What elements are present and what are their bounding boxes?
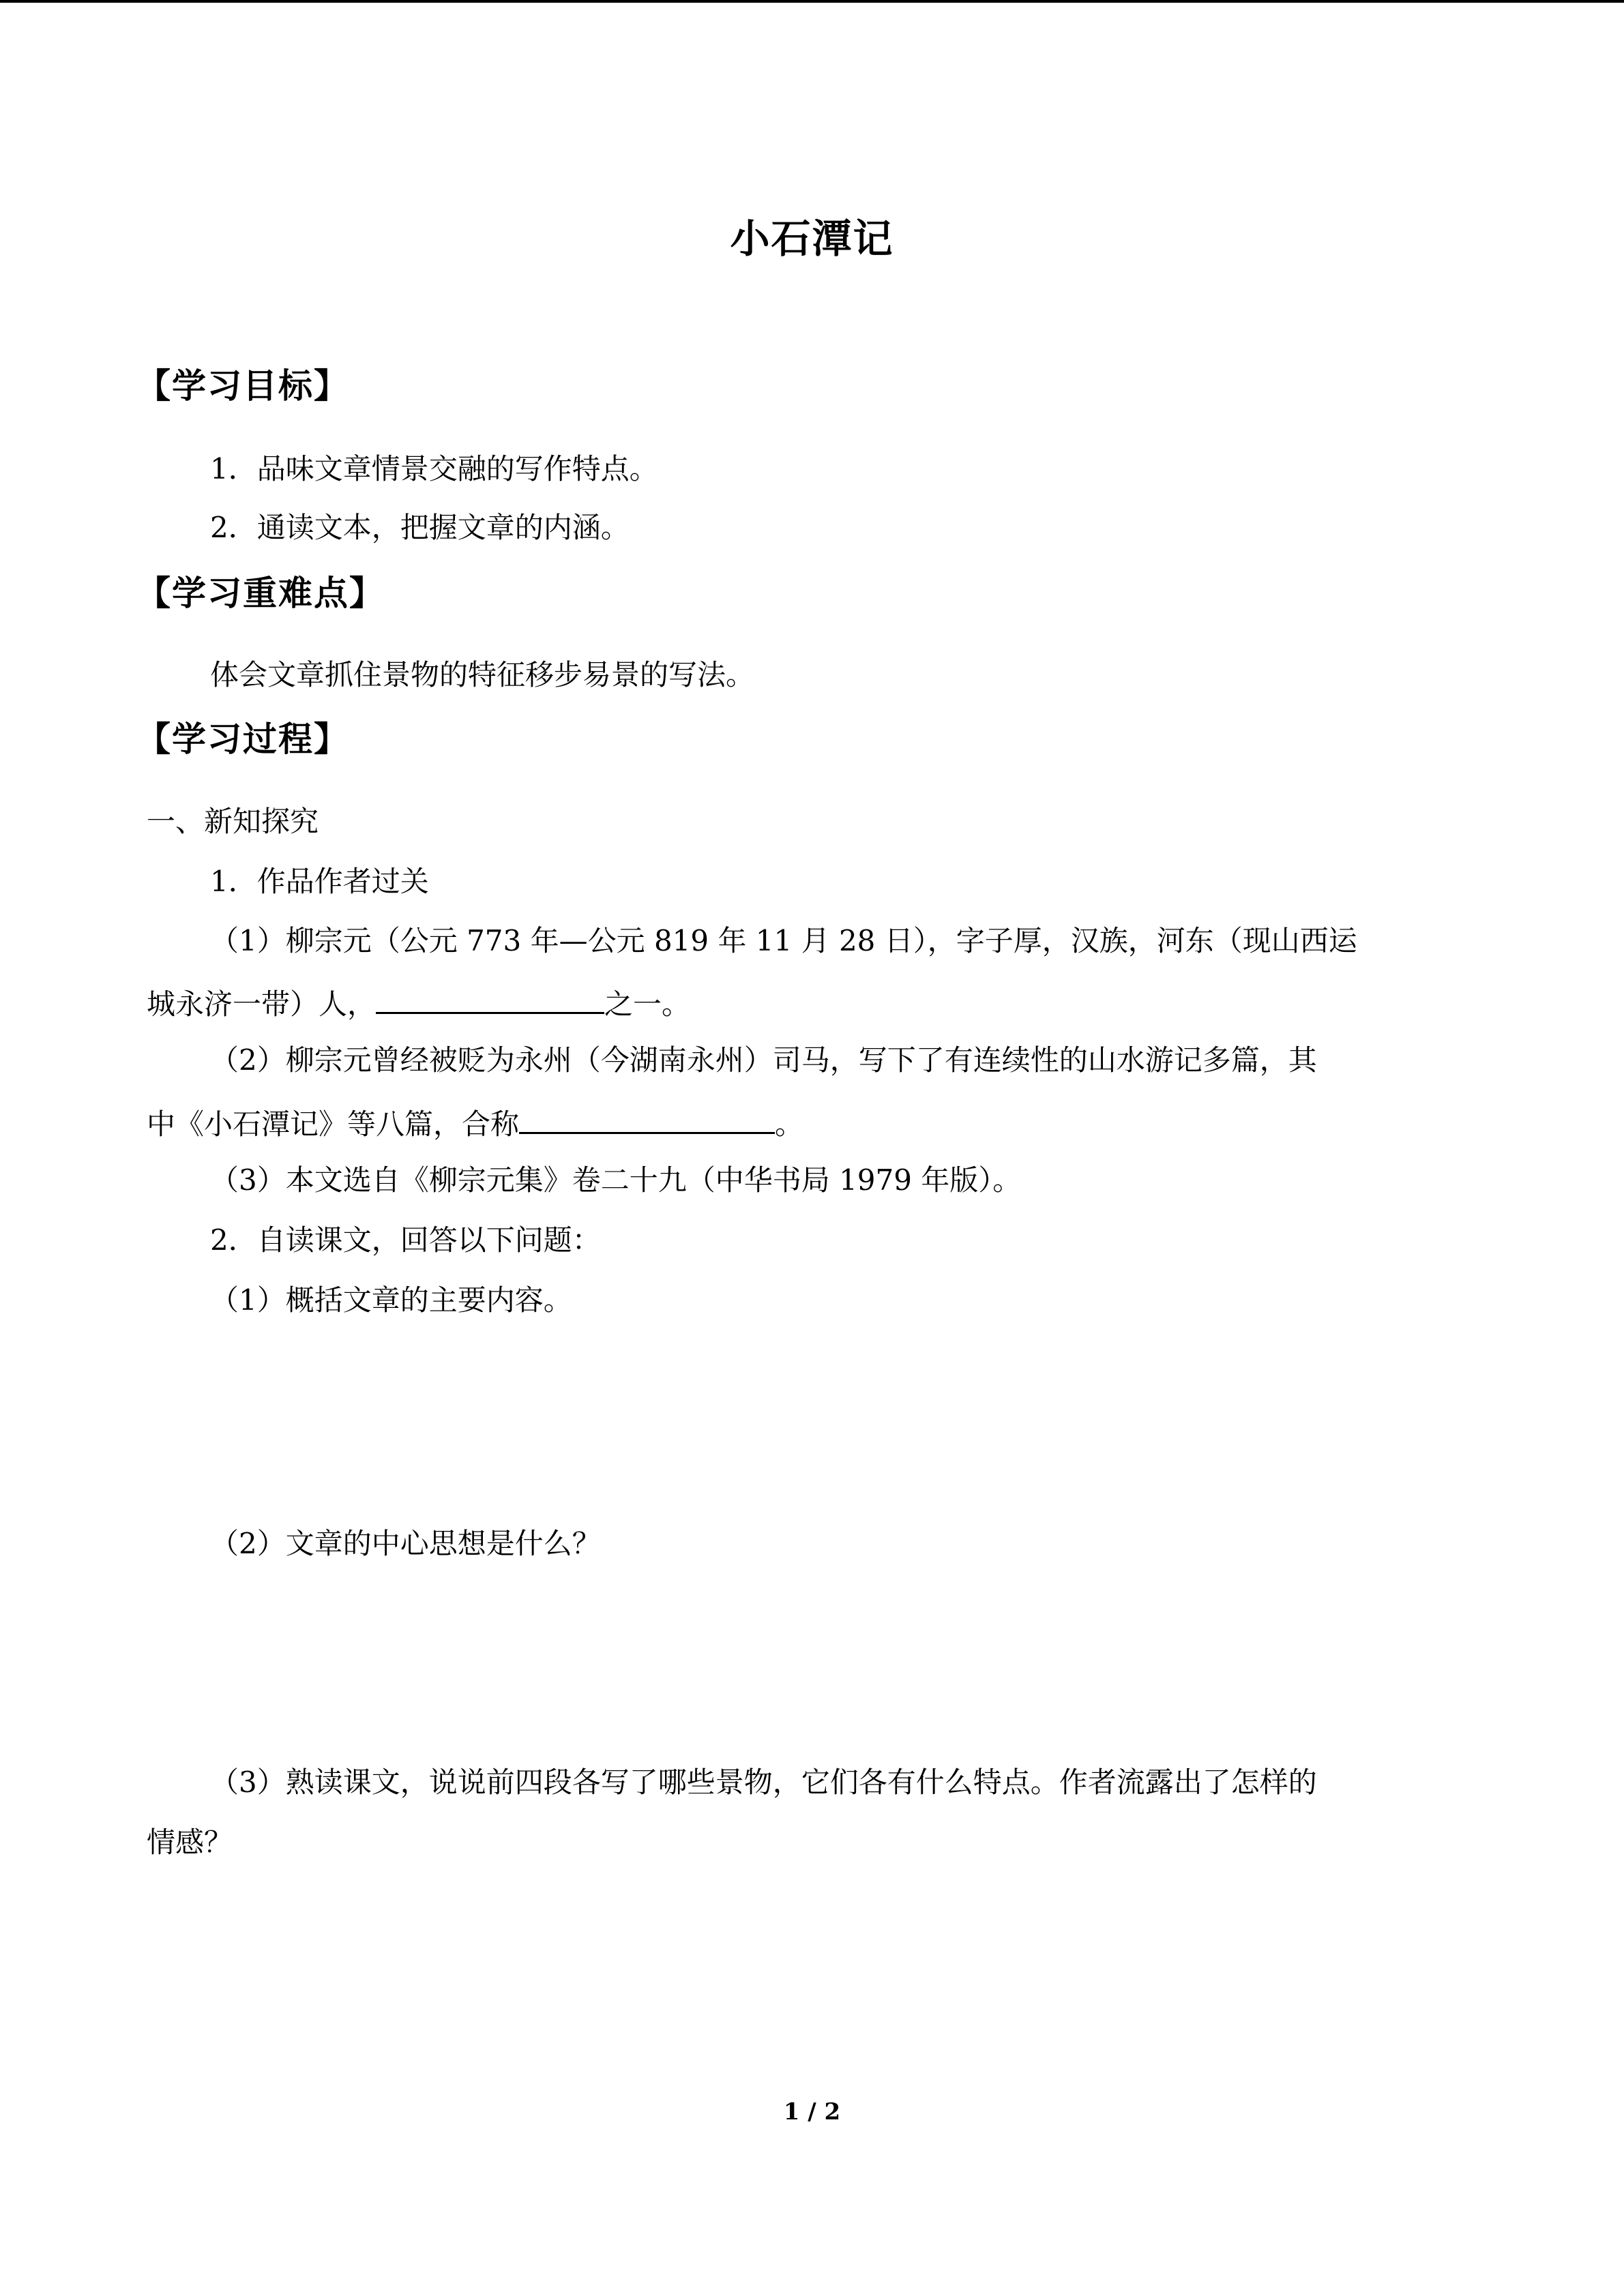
question-1-1-line-1: （1）柳宗元（公元 773 年—公元 819 年 11 月 28 日），字子厚，汉族，河东（现山西运 <box>210 924 1357 957</box>
question-1-2-line-1: （2）柳宗元曾经被贬为永州（今湖南永州）司马，写下了有连续性的山水游记多篇，其 <box>210 1043 1317 1077</box>
answer-blank-1[interactable] <box>376 982 604 1014</box>
question-1-1-text: 城永济一带）人， <box>147 987 377 1021</box>
question-2-3-line-2: 情感？ <box>147 1825 233 1859</box>
key-points-text: 体会文章抓住景物的特征移步易景的写法。 <box>210 658 755 691</box>
question-2-1: （1）概括文章的主要内容。 <box>210 1283 572 1317</box>
page-number: 1 / 2 <box>783 2098 841 2126</box>
question-2-3-line-1: （3）熟读课文，说说前四段各写了哪些景物，它们各有什么特点。作者流露出了怎样的 <box>210 1765 1317 1799</box>
process-heading: 【学习过程】 <box>136 719 349 759</box>
objective-item-2: 2．通读文本，把握文章的内涵。 <box>210 511 630 544</box>
question-1-3: （3）本文选自《柳宗元集》卷二十九（中华书局 1979 年版）。 <box>210 1163 1022 1197</box>
key-points-heading: 【学习重难点】 <box>136 573 385 613</box>
question-2-title: 2．自读课文，回答以下问题： <box>210 1223 601 1257</box>
section-new-knowledge: 一、新知探究 <box>147 805 319 838</box>
question-2-2: （2）文章的中心思想是什么？ <box>210 1527 601 1560</box>
question-1-2-line-2 <box>147 1102 803 1145</box>
question-1-1-suffix: 之一。 <box>604 987 691 1021</box>
top-border-line <box>0 0 1624 3</box>
question-1-title: 1．作品作者过关 <box>210 865 429 898</box>
question-1-2-suffix: 。 <box>775 1107 804 1141</box>
question-1-1-line-2 <box>147 982 690 1025</box>
objectives-heading: 【学习目标】 <box>136 366 349 406</box>
question-1-2-text: 中《小石潭记》等八篇，合称 <box>147 1107 520 1141</box>
page-title: 小石潭记 <box>730 215 894 262</box>
answer-blank-2[interactable] <box>519 1102 775 1134</box>
objective-item-1: 1．品味文章情景交融的写作特点。 <box>210 452 658 486</box>
